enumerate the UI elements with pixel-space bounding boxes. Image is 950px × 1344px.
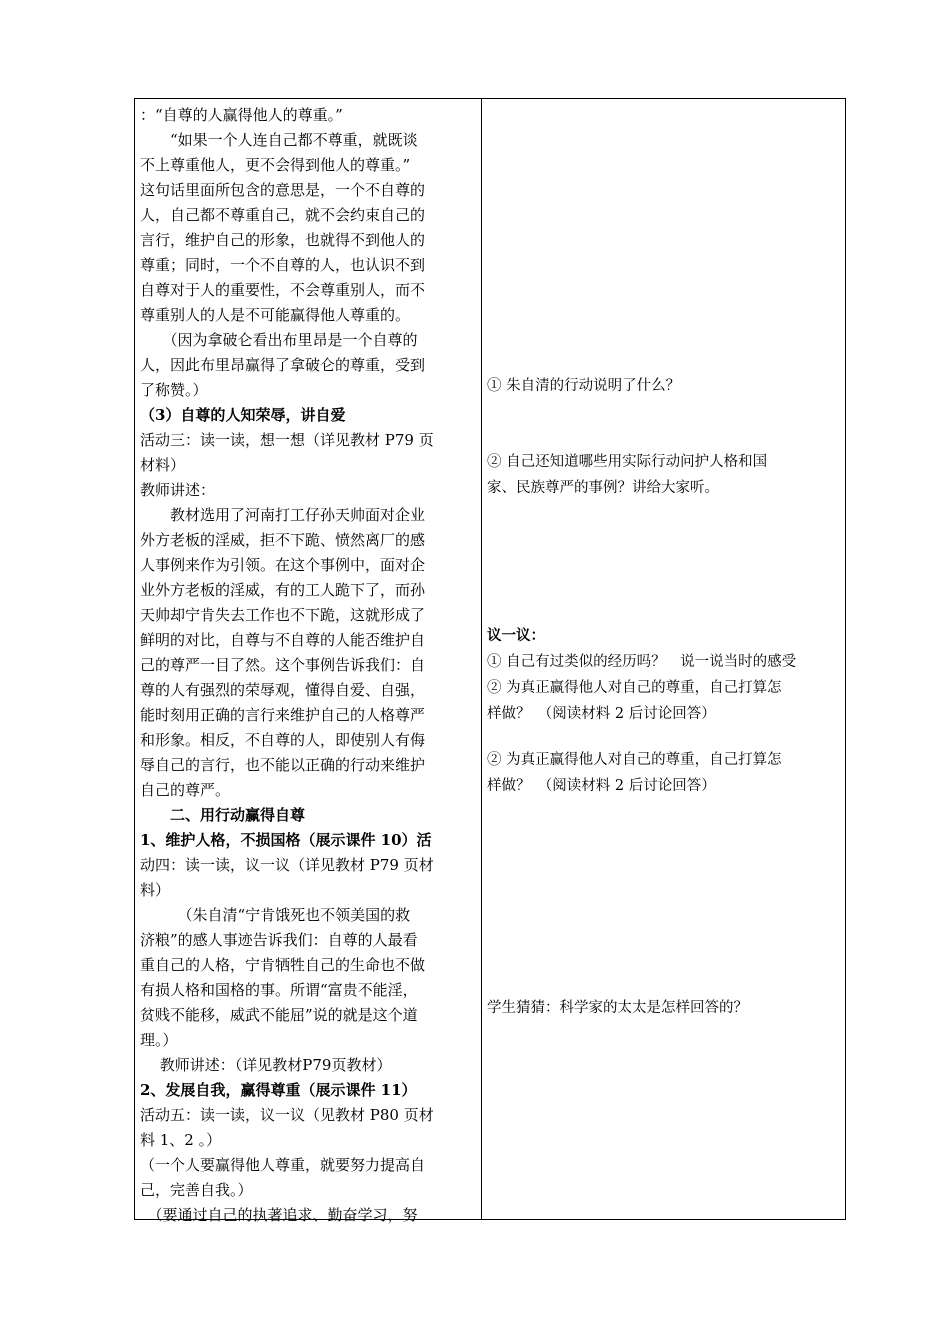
content-line: （朱自清“宁肯饿死也不领美国的救 [140,906,411,924]
content-line: （因为拿破仑看出布里昂是一个自尊的 [140,331,418,349]
content-line: 2、发展自我，赢得尊重（展示课件 11） [140,1081,417,1099]
content-line: 己的尊严一目了然。这个事例告诉我们：自 [140,656,426,674]
content-line: 1、维护人格，不损国格（展示课件 10）活 [140,831,432,849]
activity-line: ② 为真正赢得他人对自己的尊重，自己打算怎 [487,752,782,768]
content-line: 了称赞。） [140,381,208,399]
student-activity-column [487,99,843,1219]
content-line: 和形象。相反，不自尊的人，即使别人有侮 [140,731,426,749]
content-line: ：“自尊的人赢得他人的尊重。” [140,106,343,124]
question-scientist-wife [487,995,843,1021]
content-line: 重自己的人格，宁肯牺牲自己的生命也不做 [140,956,426,974]
activity-line: 议一议： [487,627,545,644]
content-line: 言行，维护自己的形象，也就得不到他人的 [140,231,426,249]
content-line: 济粮”的感人事迹告诉我们：自尊的人最看 [140,931,418,949]
content-line: 教师讲述： [140,481,216,499]
content-line: 业外方老板的淫威，有的工人跪下了，而孙 [140,581,426,599]
activity-line: 学生猜猜：科学家的太太是怎样回答的？ [487,1000,748,1016]
content-line: 二、用行动赢得自尊 [140,806,306,824]
content-line: 有损人格和国格的事。所谓“富贵不能淫， [140,981,418,999]
question-earn-respect [487,747,843,799]
content-line: 尊重别人的人是不可能赢得他人尊重的。 [140,306,411,324]
content-line: 人，自己都不尊重自己，就不会约束自己的 [140,206,426,224]
content-line: 辱自己的言行，也不能以正确的行动来维护 [140,756,426,774]
question-zhu-ziqing [487,373,843,399]
content-line: 活动三：读一读，想一想（详见教材 P79 页 [140,431,434,449]
content-line: （3）自尊的人知荣辱，讲自爱 [140,406,346,424]
activity-line: ① 自己有过类似的经历吗？ 说一说当时的感受 [487,654,797,670]
content-line: 理。） [140,1031,178,1049]
teaching-content-column [140,103,477,1228]
column-divider [481,99,482,1219]
content-line: 尊重；同时，一个不自尊的人，也认识不到 [140,256,426,274]
activity-line: ② 为真正赢得他人对自己的尊重，自己打算怎 [487,680,782,696]
content-line: 动四：读一读，议一议（详见教材 P79 页材 [140,856,434,874]
content-line: “如果一个人连自己都不尊重，就既谈 [140,131,418,149]
activity-line: 样做？ （阅读材料 2 后讨论回答） [487,706,716,722]
content-line: 人，因此布里昂赢得了拿破仑的尊重，受到 [140,356,426,374]
activity-line: ① 朱自清的行动说明了什么？ [487,378,681,394]
content-line: 人事例来作为引领。在这个事例中，面对企 [140,556,426,574]
content-line: 材料） [140,456,186,474]
content-line: 自己的尊严。 [140,781,231,799]
content-line: 贫贱不能移，威武不能屈”说的就是这个道 [140,1006,418,1024]
content-line: 教师讲述：（详见教材P79页教材） [140,1056,392,1074]
discussion-block [487,623,843,727]
activity-line: 样做？ （阅读材料 2 后讨论回答） [487,778,716,794]
content-line: 外方老板的淫威，拒不下跪、愤然离厂的感 [140,531,426,549]
content-line: 料 1、2 。） [140,1131,222,1149]
content-line: 尊的人有强烈的荣辱观，懂得自爱、自强， [140,681,426,699]
content-line: 料） [140,881,171,899]
content-line: 己，完善自我。） [140,1181,253,1199]
content-line: 这句话里面所包含的意思是，一个不自尊的 [140,181,426,199]
content-line: 自尊对于人的重要性，不会尊重别人，而不 [140,281,426,299]
content-line: 能时刻用正确的言行来维护自己的人格尊严 [140,706,426,724]
content-line: （一个人要赢得他人尊重，就要努力提高自 [140,1156,426,1174]
question-dignity-examples [487,449,843,501]
lesson-table [134,98,846,1224]
content-line: 不上尊重他人，更不会得到他人的尊重。” [140,156,411,174]
activity-line: ② 自己还知道哪些用实际行动问护人格和国 [487,454,768,470]
content-line: 天帅却宁肯失去工作也不下跪，这就形成了 [140,606,426,624]
content-line: 教材选用了河南打工仔孙天帅面对企业 [140,506,426,524]
content-line: 活动五：读一读，议一议（见教材 P80 页材 [140,1106,434,1124]
content-line: （要通过自己的执著追求、勤奋学习，努 [140,1206,418,1224]
activity-line: 家、民族尊严的事例？讲给大家听。 [487,480,719,496]
content-line: 鲜明的对比，自尊与不自尊的人能否维护自 [140,631,426,649]
